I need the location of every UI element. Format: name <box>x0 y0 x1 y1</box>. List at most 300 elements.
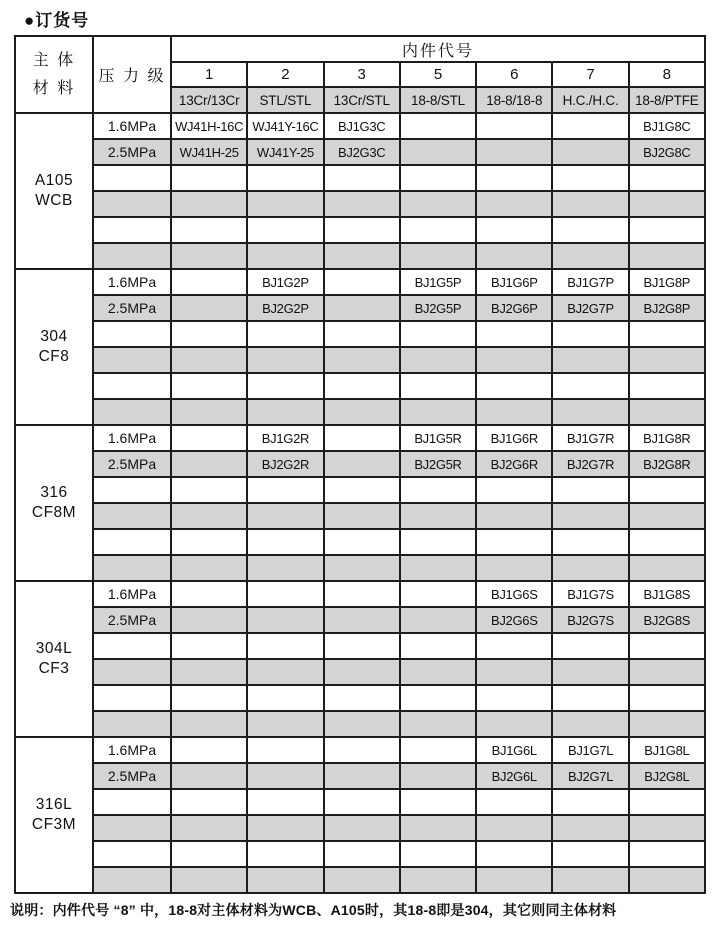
pressure-cell <box>93 867 171 893</box>
table-row <box>15 867 705 893</box>
order-code-cell <box>247 867 323 893</box>
order-code-cell <box>324 581 400 607</box>
order-code-cell <box>400 217 476 243</box>
order-code-cell <box>629 373 705 399</box>
order-code-cell <box>324 555 400 581</box>
table-row <box>15 503 705 529</box>
order-code-cell <box>247 243 323 269</box>
body-material-cell <box>15 581 93 737</box>
order-code-cell <box>324 685 400 711</box>
order-code-cell <box>400 529 476 555</box>
order-code-table <box>14 35 706 894</box>
order-code-cell <box>552 503 628 529</box>
order-code-cell <box>552 555 628 581</box>
table-row <box>15 217 705 243</box>
order-code-cell <box>324 607 400 633</box>
body-material-cell <box>15 425 93 581</box>
table-row <box>15 347 705 373</box>
pressure-cell: 2.5MPa <box>93 139 171 165</box>
order-code-cell: WJ41H-25 <box>171 139 247 165</box>
order-code-cell <box>629 711 705 737</box>
order-code-cell <box>324 243 400 269</box>
order-code-cell: BJ2G5P <box>400 295 476 321</box>
order-code-cell <box>171 789 247 815</box>
body-material-cell <box>15 269 93 425</box>
table-row <box>15 243 705 269</box>
order-code-cell <box>247 815 323 841</box>
order-code-cell <box>476 867 552 893</box>
order-code-cell <box>552 139 628 165</box>
order-code-cell: BJ1G8L <box>629 737 705 763</box>
order-code-cell <box>400 139 476 165</box>
order-code-cell <box>400 581 476 607</box>
order-code-cell <box>552 113 628 139</box>
order-code-cell <box>400 633 476 659</box>
column-header-pressure-class: 压 力 级 <box>93 36 171 113</box>
body-material-line: 316 <box>40 484 68 501</box>
order-code-cell <box>476 165 552 191</box>
order-code-cell <box>247 373 323 399</box>
order-code-cell <box>400 841 476 867</box>
order-code-cell <box>324 867 400 893</box>
order-code-cell <box>400 867 476 893</box>
page-title: ●订货号 <box>24 11 90 30</box>
pressure-cell: 2.5MPa <box>93 763 171 789</box>
order-code-cell <box>171 243 247 269</box>
order-code-cell <box>324 477 400 503</box>
order-code-cell <box>247 737 323 763</box>
order-code-cell <box>171 581 247 607</box>
order-code-cell <box>324 165 400 191</box>
table-body <box>15 113 705 893</box>
column-header-body-material <box>15 36 93 113</box>
table-row <box>15 815 705 841</box>
table-row <box>15 633 705 659</box>
order-code-cell <box>400 399 476 425</box>
table-row <box>15 737 705 763</box>
order-code-cell: BJ1G6R <box>476 425 552 451</box>
order-code-cell: BJ2G8R <box>629 451 705 477</box>
body-material-line: A105 <box>34 172 74 189</box>
order-code-cell: BJ2G7S <box>552 607 628 633</box>
order-code-cell <box>476 477 552 503</box>
order-code-cell <box>171 737 247 763</box>
code-number-cell: 1 <box>171 62 247 87</box>
table-row <box>15 113 705 139</box>
order-code-cell <box>324 321 400 347</box>
pressure-cell <box>93 165 171 191</box>
order-code-cell <box>476 659 552 685</box>
order-code-cell <box>247 399 323 425</box>
table-row <box>15 373 705 399</box>
order-code-cell <box>629 685 705 711</box>
order-code-cell <box>247 711 323 737</box>
order-code-cell <box>324 269 400 295</box>
trim-material-cell: 18-8/18-8 <box>476 87 552 113</box>
pressure-cell: 1.6MPa <box>93 269 171 295</box>
order-code-cell <box>476 633 552 659</box>
order-code-cell <box>629 815 705 841</box>
order-code-cell <box>552 633 628 659</box>
order-code-cell <box>247 529 323 555</box>
order-code-cell <box>247 763 323 789</box>
body-material-line: 304L <box>35 640 73 657</box>
order-code-cell <box>629 789 705 815</box>
trim-material-cell: STL/STL <box>247 87 323 113</box>
order-code-cell <box>476 555 552 581</box>
order-code-cell <box>171 503 247 529</box>
order-code-cell <box>171 815 247 841</box>
order-code-cell <box>247 841 323 867</box>
table-row <box>15 321 705 347</box>
order-code-cell <box>171 659 247 685</box>
body-material-line: CF8M <box>31 504 77 521</box>
pressure-cell <box>93 815 171 841</box>
order-code-cell <box>324 789 400 815</box>
order-code-cell: BJ2G6P <box>476 295 552 321</box>
trim-material-cell: 13Cr/STL <box>324 87 400 113</box>
order-code-cell <box>552 685 628 711</box>
table-row <box>15 659 705 685</box>
order-code-cell: BJ1G6S <box>476 581 552 607</box>
order-code-cell <box>171 165 247 191</box>
order-code-cell <box>171 295 247 321</box>
order-code-cell: BJ2G8P <box>629 295 705 321</box>
order-code-cell <box>552 373 628 399</box>
order-code-cell <box>324 295 400 321</box>
order-code-cell: BJ1G2R <box>247 425 323 451</box>
order-code-cell <box>247 503 323 529</box>
order-code-cell <box>400 789 476 815</box>
order-code-cell <box>247 789 323 815</box>
order-code-cell: WJ41Y-25 <box>247 139 323 165</box>
order-code-cell <box>476 321 552 347</box>
order-code-cell <box>171 555 247 581</box>
order-code-cell <box>247 581 323 607</box>
order-code-cell <box>629 399 705 425</box>
pressure-cell <box>93 633 171 659</box>
order-code-cell <box>171 633 247 659</box>
body-material-line: CF8 <box>38 348 70 365</box>
order-code-cell <box>324 711 400 737</box>
pressure-cell: 1.6MPa <box>93 425 171 451</box>
order-code-cell <box>171 373 247 399</box>
trim-material-cell: 18-8/STL <box>400 87 476 113</box>
code-number-cell: 2 <box>247 62 323 87</box>
order-code-cell <box>247 217 323 243</box>
order-code-cell <box>476 815 552 841</box>
order-code-cell <box>247 659 323 685</box>
order-code-cell: BJ2G8L <box>629 763 705 789</box>
order-code-cell: BJ2G6R <box>476 451 552 477</box>
table-row <box>15 295 705 321</box>
order-code-cell: BJ1G3C <box>324 113 400 139</box>
order-code-cell: BJ2G5R <box>400 451 476 477</box>
order-code-cell <box>171 191 247 217</box>
table-row <box>15 529 705 555</box>
pressure-cell <box>93 347 171 373</box>
order-code-cell <box>629 529 705 555</box>
order-code-cell: BJ1G8P <box>629 269 705 295</box>
table-row <box>15 139 705 165</box>
order-code-cell: BJ1G6L <box>476 737 552 763</box>
order-code-cell <box>171 451 247 477</box>
order-code-cell <box>476 841 552 867</box>
pressure-cell: 1.6MPa <box>93 737 171 763</box>
order-code-cell <box>400 243 476 269</box>
pressure-cell <box>93 373 171 399</box>
table-row <box>15 191 705 217</box>
order-code-cell <box>324 841 400 867</box>
order-code-cell: BJ1G8C <box>629 113 705 139</box>
pressure-cell: 1.6MPa <box>93 581 171 607</box>
order-code-cell <box>171 607 247 633</box>
order-code-cell <box>324 191 400 217</box>
code-number-cell: 6 <box>476 62 552 87</box>
order-code-cell <box>476 113 552 139</box>
pressure-cell <box>93 841 171 867</box>
order-code-cell <box>324 217 400 243</box>
order-code-cell <box>171 685 247 711</box>
order-code-cell <box>552 789 628 815</box>
footnote: 说明：内件代号 “8” 中，18-8对主体材料为WCB、A105时，其18-8即是304，其它则同主体材料 <box>10 902 617 918</box>
table-row <box>15 165 705 191</box>
order-code-cell: BJ1G7R <box>552 425 628 451</box>
order-code-cell <box>552 347 628 373</box>
table-row <box>15 607 705 633</box>
order-code-cell <box>552 815 628 841</box>
order-code-cell <box>400 659 476 685</box>
order-code-cell <box>324 373 400 399</box>
order-code-cell <box>476 217 552 243</box>
order-code-cell <box>247 685 323 711</box>
order-code-cell <box>400 113 476 139</box>
order-code-cell: BJ1G7P <box>552 269 628 295</box>
order-code-cell <box>629 191 705 217</box>
order-code-cell <box>324 529 400 555</box>
pressure-cell <box>93 321 171 347</box>
order-code-cell <box>552 477 628 503</box>
order-code-cell <box>552 399 628 425</box>
order-code-cell <box>552 711 628 737</box>
order-code-cell <box>476 347 552 373</box>
body-material-cell <box>15 113 93 269</box>
order-code-cell: BJ1G7L <box>552 737 628 763</box>
order-code-cell: BJ1G8S <box>629 581 705 607</box>
order-code-cell <box>324 425 400 451</box>
pressure-cell <box>93 555 171 581</box>
order-code-cell <box>476 243 552 269</box>
pressure-cell <box>93 685 171 711</box>
order-code-cell: BJ2G6L <box>476 763 552 789</box>
order-code-cell: BJ2G7P <box>552 295 628 321</box>
table-row <box>15 763 705 789</box>
body-material-label-line1: 主 体 <box>32 51 76 69</box>
pressure-cell <box>93 529 171 555</box>
table-row <box>15 425 705 451</box>
order-code-cell: BJ2G2R <box>247 451 323 477</box>
code-number-cell: 8 <box>629 62 705 87</box>
order-code-cell <box>400 711 476 737</box>
order-code-cell <box>324 399 400 425</box>
order-code-cell <box>476 139 552 165</box>
pressure-cell: 2.5MPa <box>93 607 171 633</box>
order-code-cell <box>171 711 247 737</box>
order-code-cell: WJ41H-16C <box>171 113 247 139</box>
order-code-cell <box>171 217 247 243</box>
order-code-cell <box>171 399 247 425</box>
order-code-cell <box>247 555 323 581</box>
body-material-cell <box>15 737 93 893</box>
order-code-cell <box>552 217 628 243</box>
order-code-cell <box>324 347 400 373</box>
pressure-cell <box>93 217 171 243</box>
pressure-cell: 1.6MPa <box>93 113 171 139</box>
order-code-cell <box>400 321 476 347</box>
order-code-cell: BJ1G5R <box>400 425 476 451</box>
order-code-cell <box>171 425 247 451</box>
code-number-cell: 3 <box>324 62 400 87</box>
order-code-cell <box>400 347 476 373</box>
order-code-cell <box>324 451 400 477</box>
order-code-cell <box>171 477 247 503</box>
order-code-cell <box>324 503 400 529</box>
order-code-cell <box>476 529 552 555</box>
table-row <box>15 685 705 711</box>
order-code-cell: BJ2G7R <box>552 451 628 477</box>
pressure-cell <box>93 191 171 217</box>
order-code-cell <box>400 165 476 191</box>
order-code-cell <box>629 659 705 685</box>
order-code-cell: BJ1G6P <box>476 269 552 295</box>
order-code-cell <box>400 737 476 763</box>
order-code-cell <box>324 815 400 841</box>
order-code-cell <box>476 503 552 529</box>
body-material-label-line2: 材 料 <box>32 79 76 97</box>
pressure-cell <box>93 503 171 529</box>
order-code-cell: BJ1G5P <box>400 269 476 295</box>
order-code-cell <box>400 477 476 503</box>
table-row <box>15 581 705 607</box>
order-code-cell <box>400 191 476 217</box>
order-code-cell <box>552 243 628 269</box>
order-code-cell <box>476 373 552 399</box>
pressure-cell <box>93 477 171 503</box>
order-code-cell <box>629 633 705 659</box>
order-code-cell <box>629 841 705 867</box>
order-code-cell <box>400 373 476 399</box>
order-code-cell <box>629 503 705 529</box>
order-code-cell <box>400 607 476 633</box>
order-code-cell <box>552 529 628 555</box>
order-code-cell: BJ1G7S <box>552 581 628 607</box>
order-code-cell <box>629 347 705 373</box>
order-code-cell <box>552 867 628 893</box>
order-code-cell <box>247 607 323 633</box>
order-code-cell: BJ2G7L <box>552 763 628 789</box>
order-code-cell <box>247 347 323 373</box>
order-code-cell <box>171 321 247 347</box>
order-code-cell <box>171 841 247 867</box>
order-code-cell <box>400 503 476 529</box>
order-code-cell: BJ2G2P <box>247 295 323 321</box>
table-row <box>15 269 705 295</box>
order-code-cell <box>324 659 400 685</box>
header-row-internal-code <box>15 36 705 62</box>
pressure-cell <box>93 243 171 269</box>
trim-material-cell: 18-8/PTFE <box>629 87 705 113</box>
order-code-cell <box>400 815 476 841</box>
order-code-cell: BJ2G3C <box>324 139 400 165</box>
order-code-cell <box>476 191 552 217</box>
pressure-cell <box>93 659 171 685</box>
trim-material-cell: H.C./H.C. <box>552 87 628 113</box>
order-code-cell <box>324 737 400 763</box>
pressure-cell: 2.5MPa <box>93 295 171 321</box>
order-code-cell <box>247 191 323 217</box>
order-code-cell <box>171 529 247 555</box>
order-code-cell <box>629 217 705 243</box>
pressure-cell <box>93 711 171 737</box>
pressure-cell: 2.5MPa <box>93 451 171 477</box>
table-header <box>15 36 705 113</box>
order-code-cell <box>629 555 705 581</box>
table-row <box>15 477 705 503</box>
table-row <box>15 451 705 477</box>
order-code-cell: BJ1G2P <box>247 269 323 295</box>
table-row <box>15 555 705 581</box>
order-code-cell <box>629 165 705 191</box>
order-code-cell <box>629 321 705 347</box>
table-row <box>15 789 705 815</box>
body-material-line: 316L <box>35 796 73 813</box>
order-code-cell <box>476 789 552 815</box>
order-code-cell <box>171 269 247 295</box>
order-code-cell <box>247 477 323 503</box>
body-material-line: CF3 <box>38 660 70 677</box>
column-header-internal-code: 内件代号 <box>171 36 705 62</box>
order-code-cell <box>400 555 476 581</box>
order-code-cell <box>324 763 400 789</box>
order-code-cell <box>629 243 705 269</box>
order-code-cell <box>476 399 552 425</box>
order-code-cell <box>476 685 552 711</box>
body-material-line: CF3M <box>31 816 77 833</box>
order-code-cell <box>324 633 400 659</box>
order-code-cell <box>476 711 552 737</box>
order-code-cell: WJ41Y-16C <box>247 113 323 139</box>
order-code-cell <box>171 347 247 373</box>
table-row <box>15 711 705 737</box>
order-code-cell <box>552 165 628 191</box>
order-code-cell <box>552 191 628 217</box>
order-code-cell <box>400 685 476 711</box>
order-code-cell <box>629 477 705 503</box>
order-code-cell <box>247 321 323 347</box>
order-code-cell: BJ1G8R <box>629 425 705 451</box>
trim-material-cell: 13Cr/13Cr <box>171 87 247 113</box>
order-code-cell <box>247 633 323 659</box>
code-number-cell: 7 <box>552 62 628 87</box>
body-material-line: 304 <box>40 328 68 345</box>
code-number-cell: 5 <box>400 62 476 87</box>
order-code-cell <box>552 321 628 347</box>
order-code-cell <box>552 659 628 685</box>
pressure-cell <box>93 399 171 425</box>
pressure-cell <box>93 789 171 815</box>
order-code-cell <box>171 867 247 893</box>
order-code-cell <box>400 763 476 789</box>
